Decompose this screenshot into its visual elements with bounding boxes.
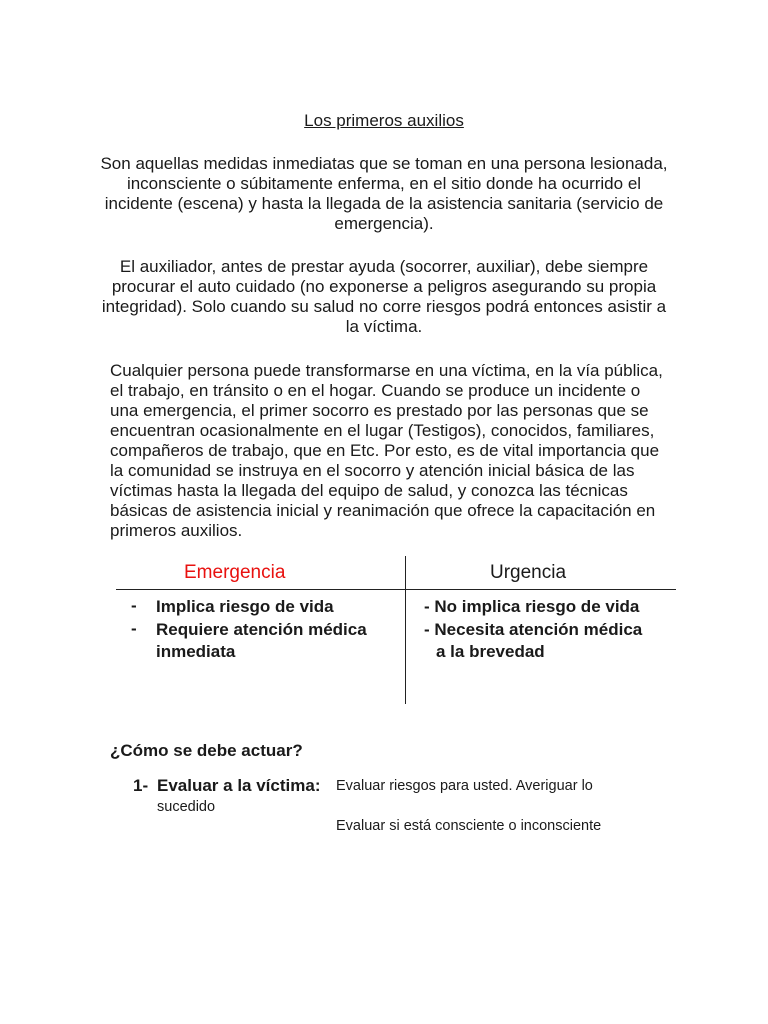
step-number: 1-: [133, 776, 149, 795]
emergencia-header: Emergencia: [184, 562, 286, 583]
section-question: ¿Cómo se debe actuar?: [110, 741, 303, 760]
document-title: Los primeros auxilios: [304, 111, 464, 130]
auxiliador-paragraph: El auxiliador, antes de prestar ayuda (socorrer, auxiliar), debe siempre procurar el auto cuidado (no exponerse a peligros asegurando su propia integridad). Solo cuando su salud no corre riesgos podrá entonces asistir a la víctima.: [101, 257, 667, 336]
step-text-2: sucedido: [157, 799, 216, 815]
step-text-1: Evaluar riesgos para usted. Averiguar lo: [336, 778, 593, 794]
intro-paragraph: Son aquellas medidas inmediatas que se toman en una persona lesionada, inconsciente o súbitamente enferma, en el sitio donde ha ocurrido el incidente (escena) y hasta la llegada de la asistencia sanitaria (servicio de emergencia).: [100, 154, 668, 233]
step-text-3: Evaluar si está consciente o inconsciente: [336, 818, 602, 834]
table-vertical-divider: [405, 556, 406, 704]
table-horizontal-divider: [116, 589, 676, 590]
urgencia-item-2-cont: a la brevedad: [436, 642, 545, 661]
victima-paragraph: Cualquier persona puede transformarse en una víctima, en la vía pública, el trabajo, en tránsito o en el hogar. Cuando se produce un incidente o una emergencia, el primer socorro es prestado por las personas que se encuentran ocasionalmente en el lugar (Testigos), conocidos, familiares, compañeros de trabajo, que en Etc. Por esto, es de vital importancia que la comunidad se instruya en el socorro y atención inicial básica de las víctimas hasta la llegada del equipo de salud, y conozca las técnicas básicas de asistencia inicial y reanimación que ofrece la capacitación en primeros auxilios.: [110, 361, 663, 540]
emergencia-item-2: Requiere atención médica inmediata: [156, 620, 367, 661]
urgencia-item-1: - No implica riesgo de vida: [424, 597, 640, 616]
urgencia-item-2: - Necesita atención médica: [424, 620, 643, 639]
step-title: Evaluar a la víctima:: [157, 776, 321, 795]
emergencia-item-1: Implica riesgo de vida: [156, 597, 334, 616]
urgencia-header: Urgencia: [490, 562, 567, 583]
emergencia-bullet-2: -: [131, 619, 137, 638]
emergencia-bullet-1: -: [131, 596, 137, 615]
